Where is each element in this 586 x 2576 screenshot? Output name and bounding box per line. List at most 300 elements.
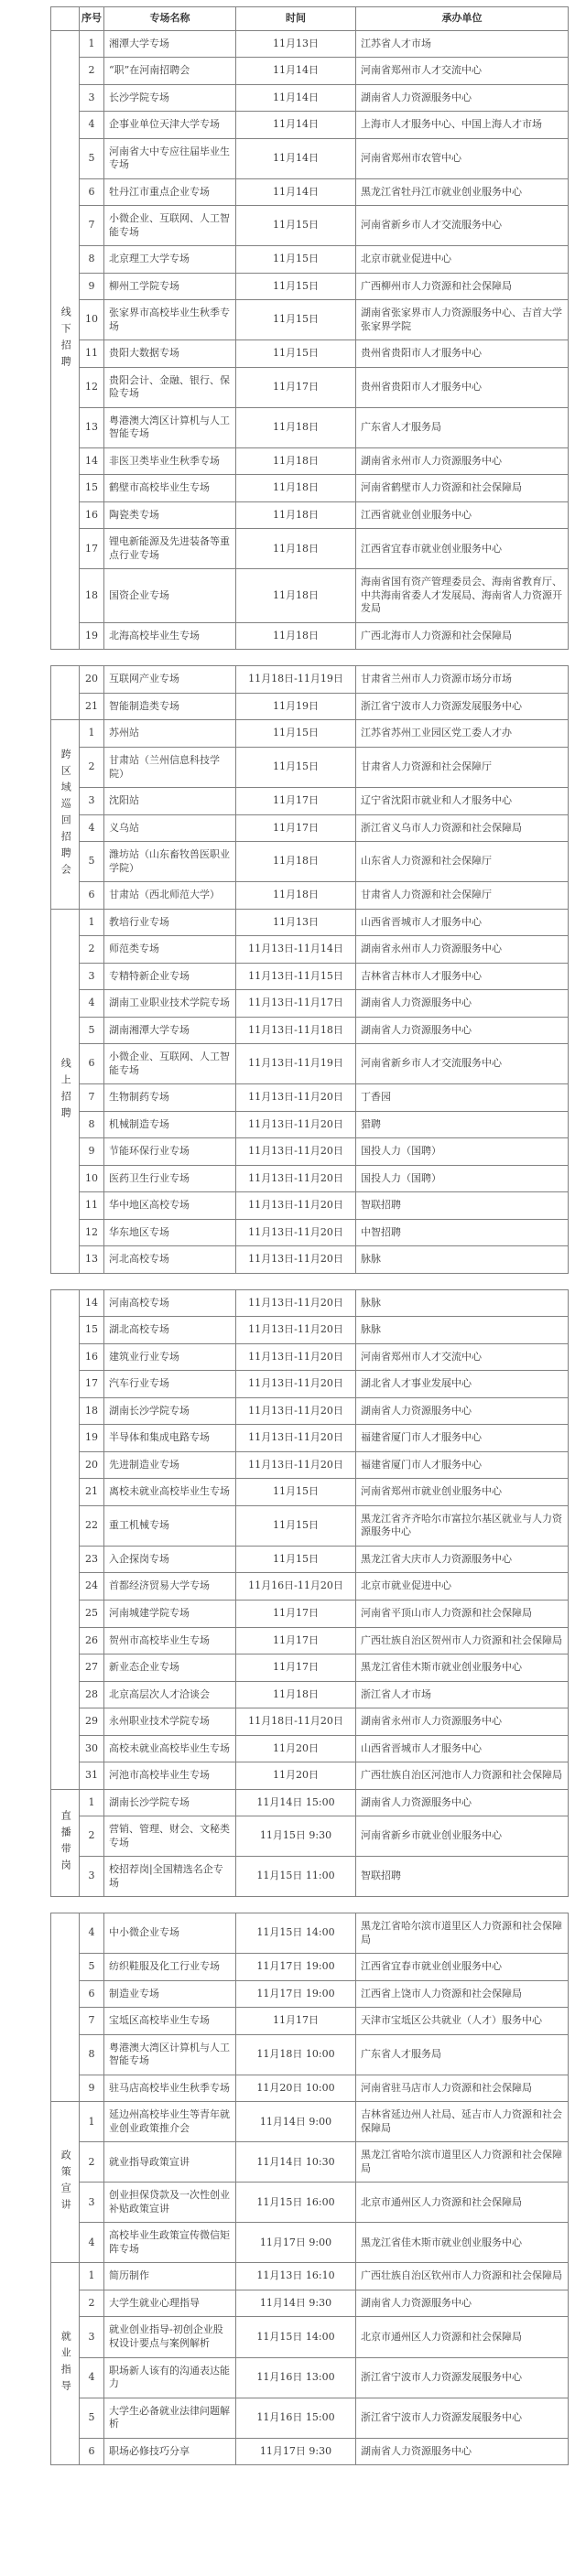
cell-name: 先进制造业专场 [104,1451,236,1479]
cell-time: 11月15日 [236,1546,356,1573]
cell-org: 湖南省人力资源服务中心 [356,990,569,1018]
cell-time: 11月19日 [236,693,356,720]
cell-org: 浙江省宁波市人力资源发展服务中心 [356,693,569,720]
cell-time: 11月17日 9:00 [236,2223,356,2263]
table-row [51,1479,569,1506]
table-row [51,2357,569,2398]
cell-name: 湖南长沙学院专场 [104,1397,236,1425]
cell-num: 31 [80,1762,104,1790]
cell-time: 11月18日 [236,842,356,882]
schedule-table-1 [50,6,569,650]
table-row [51,2034,569,2075]
cell-name: 就业创业指导-初创企业股权设计要点与案例解析 [104,2317,236,2357]
cell-num: 6 [80,1980,104,2008]
table-row [51,2075,569,2102]
cell-num: 29 [80,1708,104,1736]
cell-org: 黑龙江省佳木斯市就业创业服务中心 [356,2223,569,2263]
cell-name: 湖南工业职业技术学院专场 [104,990,236,1018]
cell-name: 节能环保行业专场 [104,1138,236,1166]
cell-time: 11月18日 [236,529,356,569]
cell-time: 11月13日-11月20日 [236,1451,356,1479]
cell-time: 11月13日-11月20日 [236,1192,356,1220]
table-row [51,84,569,112]
table-row [51,1165,569,1192]
table-row [51,1246,569,1274]
cell-time: 11月17日 [236,814,356,842]
cell-time: 11月15日 16:00 [236,2183,356,2223]
cell-name: 北海高校毕业生专场 [104,622,236,650]
cell-num: 2 [80,2142,104,2183]
cell-num: 8 [80,1111,104,1138]
table-row [51,1111,569,1138]
cell-num: 1 [80,2263,104,2290]
cell-name: 高校未就业高校毕业生专场 [104,1735,236,1762]
cell-num: 3 [80,1857,104,1897]
cell-time: 11月17日 19:00 [236,1980,356,2008]
cell-num: 3 [80,2183,104,2223]
cell-org: 湖北省人才事业发展中心 [356,1371,569,1398]
cell-num: 3 [80,963,104,990]
cell-time: 11月13日 [236,909,356,936]
cell-org: 山东省人力资源和社会保障厅 [356,842,569,882]
cell-org: 北京市通州区人力资源和社会保障局 [356,2317,569,2357]
cell-org: 山西省晋城市人才服务中心 [356,1735,569,1762]
group-label: 政策宣讲 [51,2102,80,2263]
cell-time: 11月15日 [236,720,356,748]
cell-time: 11月15日 [236,1505,356,1546]
cell-org: 江苏省苏州工业园区党工委人才办 [356,720,569,748]
cell-num: 9 [80,1138,104,1166]
cell-org: 江西省宜春市就业创业服务中心 [356,1954,569,1981]
cell-time: 11月14日 9:30 [236,2290,356,2317]
cell-org: 黑龙江省大庆市人力资源服务中心 [356,1546,569,1573]
cell-org: 河南省郑州市人才交流中心 [356,1343,569,1371]
cell-name: “职”在河南招聘会 [104,58,236,85]
cell-name: 汽车行业专场 [104,1371,236,1398]
table-row [51,1573,569,1601]
cell-org: 猎聘 [356,1111,569,1138]
cell-time: 11月14日 [236,138,356,178]
cell-name: 牡丹江市重点企业专场 [104,178,236,206]
cell-time: 11月13日-11月17日 [236,990,356,1018]
table-row [51,30,569,58]
cell-name: 北京理工大学专场 [104,246,236,274]
cell-num: 1 [80,2102,104,2142]
table-row [51,909,569,936]
table-row [51,138,569,178]
group-label: 线下招聘 [51,30,80,650]
cell-org: 广西柳州市人力资源和社会保障局 [356,273,569,300]
cell-name: 纺织鞋服及化工行业专场 [104,1954,236,1981]
table-row [51,300,569,340]
table-row [51,1289,569,1317]
cell-time: 11月17日 [236,1601,356,1628]
cell-name: 河南高校专场 [104,1289,236,1317]
cell-num: 9 [80,273,104,300]
cell-time: 11月15日 11:00 [236,1857,356,1897]
cell-num: 10 [80,300,104,340]
header-row [51,7,569,31]
cell-name: 医药卫生行业专场 [104,1165,236,1192]
cell-num: 13 [80,407,104,447]
cell-org: 天津市宝坻区公共就业（人才）服务中心 [356,2008,569,2035]
cell-time: 11月13日-11月20日 [236,1289,356,1317]
cell-name: 河南省大中专应往届毕业生专场 [104,138,236,178]
cell-org: 广西北海市人力资源和社会保障局 [356,622,569,650]
cell-time: 11月17日 [236,1654,356,1682]
cell-time: 11月16日-11月20日 [236,1573,356,1601]
cell-num: 18 [80,569,104,623]
cell-name: 生物制药专场 [104,1084,236,1112]
cell-org: 广西壮族自治区河池市人力资源和社会保障局 [356,1762,569,1790]
cell-time: 11月13日-11月18日 [236,1017,356,1044]
cell-num: 5 [80,1017,104,1044]
cell-name: 专精特新企业专场 [104,963,236,990]
cell-time: 11月20日 [236,1762,356,1790]
cell-time: 11月18日 [236,882,356,910]
cell-org: 黑龙江省牡丹江市就业创业服务中心 [356,178,569,206]
table-row [51,1371,569,1398]
cell-name: 华东地区专场 [104,1219,236,1246]
cell-name: 永州职业技术学院专场 [104,1708,236,1736]
table-row [51,2223,569,2263]
column-header-group [51,7,80,31]
group-label: 线上招聘 [51,909,80,1273]
cell-org: 贵州省贵阳市人才服务中心 [356,340,569,368]
cell-name: 入企探岗专场 [104,1546,236,1573]
table-row [51,1425,569,1452]
cell-num: 19 [80,1425,104,1452]
schedule-table-3 [50,1289,569,1897]
table-row [51,1954,569,1981]
column-header-time: 时间 [236,7,356,31]
cell-name: 华中地区高校专场 [104,1192,236,1220]
cell-num: 21 [80,693,104,720]
cell-name: 制造业专场 [104,1980,236,2008]
cell-org: 河南省新乡市人才交流服务中心 [356,1044,569,1084]
cell-name: 中小微企业专场 [104,1913,236,1954]
cell-org: 河南省新乡市就业创业服务中心 [356,1816,569,1857]
cell-name: 湖南长沙学院专场 [104,1789,236,1816]
table-row [51,2317,569,2357]
cell-time: 11月15日 9:30 [236,1816,356,1857]
table-row [51,569,569,623]
cell-name: 半导体和集成电路专场 [104,1425,236,1452]
column-header-org: 承办单位 [356,7,569,31]
cell-name: 重工机械专场 [104,1505,236,1546]
cell-name: 宝坻区高校毕业生专场 [104,2008,236,2035]
table-row [51,963,569,990]
cell-org: 湖南省永州市人力资源服务中心 [356,447,569,475]
cell-time: 11月14日 [236,178,356,206]
cell-num: 20 [80,666,104,694]
cell-num: 24 [80,1573,104,1601]
cell-time: 11月15日 [236,300,356,340]
cell-time: 11月18日 [236,622,356,650]
cell-num: 8 [80,246,104,274]
table-row [51,407,569,447]
table-row [51,178,569,206]
cell-num: 1 [80,30,104,58]
cell-num: 26 [80,1627,104,1654]
table-row [51,340,569,368]
cell-time: 11月14日 [236,84,356,112]
cell-org: 国投人力（国聘） [356,1165,569,1192]
cell-time: 11月15日 [236,747,356,787]
cell-org: 河南省平顶山市人力资源和社会保障局 [356,1601,569,1628]
cell-time: 11月18日-11月19日 [236,666,356,694]
cell-num: 21 [80,1479,104,1506]
cell-time: 11月17日 [236,1627,356,1654]
cell-org: 江西省就业创业服务中心 [356,501,569,529]
schedule-table-2 [50,665,569,1273]
cell-time: 11月14日 10:30 [236,2142,356,2183]
cell-name: 简历制作 [104,2263,236,2290]
cell-org: 湖南省张家界市人力资源服务中心、吉首大学张家界学院 [356,300,569,340]
cell-name: 柳州工学院专场 [104,273,236,300]
cell-num: 3 [80,788,104,815]
cell-time: 11月14日 15:00 [236,1789,356,1816]
table-row [51,936,569,964]
cell-org: 湖南省人力资源服务中心 [356,84,569,112]
cell-name: 高校毕业生政策宣传微信矩阵专场 [104,2223,236,2263]
table-row [51,1654,569,1682]
cell-time: 11月15日 14:00 [236,2317,356,2357]
cell-org: 江西省宜春市就业创业服务中心 [356,529,569,569]
table-row [51,747,569,787]
cell-org: 湖南省人力资源服务中心 [356,1397,569,1425]
cell-name: 锂电新能源及先进装备等重点行业专场 [104,529,236,569]
cell-time: 11月13日-11月20日 [236,1371,356,1398]
table-row [51,1343,569,1371]
cell-time: 11月16日 15:00 [236,2398,356,2438]
table-row [51,666,569,694]
cell-name: 智能制造类专场 [104,693,236,720]
table-row [51,990,569,1018]
cell-name: 甘肃站（西北师范大学） [104,882,236,910]
cell-org: 辽宁省沈阳市就业和人才服务中心 [356,788,569,815]
table-row [51,2008,569,2035]
cell-org: 浙江省人才市场 [356,1681,569,1708]
cell-time: 11月17日 19:00 [236,1954,356,1981]
cell-num: 6 [80,2438,104,2465]
table-row [51,882,569,910]
cell-num: 13 [80,1246,104,1274]
table-row [51,367,569,407]
cell-num: 11 [80,1192,104,1220]
cell-name: 湖南湘潭大学专场 [104,1017,236,1044]
cell-name: 首都经济贸易大学专场 [104,1573,236,1601]
cell-org: 脉脉 [356,1289,569,1317]
cell-num: 18 [80,1397,104,1425]
cell-org: 北京市就业促进中心 [356,1573,569,1601]
cell-name: 新业态企业专场 [104,1654,236,1682]
cell-org: 山西省晋城市人才服务中心 [356,909,569,936]
cell-org: 北京市就业促进中心 [356,246,569,274]
cell-name: 河南城建学院专场 [104,1601,236,1628]
cell-name: 陶瓷类专场 [104,501,236,529]
cell-num: 2 [80,1816,104,1857]
table-row [51,814,569,842]
table-row [51,1317,569,1344]
cell-time: 11月13日-11月20日 [236,1165,356,1192]
table-row [51,1451,569,1479]
cell-org: 广东省人才服务局 [356,407,569,447]
cell-time: 11月13日-11月20日 [236,1111,356,1138]
cell-org: 浙江省宁波市人力资源发展服务中心 [356,2357,569,2398]
cell-num: 28 [80,1681,104,1708]
cell-time: 11月13日-11月20日 [236,1397,356,1425]
cell-org: 甘肃省兰州市人力资源市场分市场 [356,666,569,694]
cell-name: 河池市高校毕业生专场 [104,1762,236,1790]
cell-name: 就业指导政策宣讲 [104,2142,236,2183]
cell-time: 11月17日 9:30 [236,2438,356,2465]
cell-org: 脉脉 [356,1317,569,1344]
cell-org: 河南省驻马店市人力资源和社会保障局 [356,2075,569,2102]
cell-num: 17 [80,1371,104,1398]
table-row [51,1627,569,1654]
cell-org: 智联招聘 [356,1857,569,1897]
table-row [51,1192,569,1220]
table-row [51,1017,569,1044]
table-row [51,622,569,650]
table-row [51,1044,569,1084]
cell-name: 义乌站 [104,814,236,842]
cell-org: 浙江省宁波市人力资源发展服务中心 [356,2398,569,2438]
table-row [51,2398,569,2438]
cell-time: 11月13日-11月14日 [236,936,356,964]
cell-time: 11月13日-11月19日 [236,1044,356,1084]
cell-num: 2 [80,2290,104,2317]
cell-org: 北京市通州区人力资源和社会保障局 [356,2183,569,2223]
cell-org: 福建省厦门市人才服务中心 [356,1451,569,1479]
cell-name: 大学生就业心理指导 [104,2290,236,2317]
cell-num: 6 [80,882,104,910]
table-row [51,2102,569,2142]
cell-num: 12 [80,1219,104,1246]
cell-num: 2 [80,936,104,964]
cell-num: 15 [80,1317,104,1344]
cell-time: 11月15日 [236,246,356,274]
cell-org: 河南省新乡市人才交流服务中心 [356,206,569,246]
cell-org: 广西壮族自治区钦州市人力资源和社会保障局 [356,2263,569,2290]
cell-name: 建筑业行业专场 [104,1343,236,1371]
cell-org: 湖南省人力资源服务中心 [356,1017,569,1044]
cell-name: 创业担保贷款及一次性创业补贴政策宣讲 [104,2183,236,2223]
cell-name: 鹤壁市高校毕业生专场 [104,475,236,502]
schedule-table-4 [50,1913,569,2465]
cell-num: 27 [80,1654,104,1682]
cell-num: 2 [80,58,104,85]
table-row [51,2263,569,2290]
cell-name: 职场必修技巧分享 [104,2438,236,2465]
cell-num: 12 [80,367,104,407]
cell-time: 11月13日 16:10 [236,2263,356,2290]
cell-name: 师范类专场 [104,936,236,964]
cell-time: 11月18日 [236,1681,356,1708]
cell-org: 黑龙江省哈尔滨市道里区人力资源和社会保障局 [356,1913,569,1954]
cell-name: 互联网产业专场 [104,666,236,694]
cell-time: 11月13日 [236,30,356,58]
cell-num: 4 [80,1913,104,1954]
group-label: 跨区域巡回招聘会 [51,720,80,909]
cell-num: 6 [80,178,104,206]
table-row [51,1789,569,1816]
table-row [51,1084,569,1112]
table-row [51,1735,569,1762]
group-label: 就业指导 [51,2263,80,2465]
cell-time: 11月13日-11月20日 [236,1084,356,1112]
cell-org: 丁香园 [356,1084,569,1112]
cell-name: 湘潭大学专场 [104,30,236,58]
cell-num: 19 [80,622,104,650]
cell-org: 湖南省人力资源服务中心 [356,2290,569,2317]
cell-time: 11月18日 [236,501,356,529]
cell-num: 4 [80,2357,104,2398]
cell-org: 贵州省贵阳市人才服务中心 [356,367,569,407]
cell-time: 11月15日 [236,340,356,368]
table-row [51,788,569,815]
cell-time: 11月18日-11月20日 [236,1708,356,1736]
cell-name: 长沙学院专场 [104,84,236,112]
cell-time: 11月17日 [236,2008,356,2035]
cell-org: 湖南省永州市人力资源服务中心 [356,936,569,964]
cell-org: 黑龙江省齐齐哈尔市富拉尔基区就业与人力资源服务中心 [356,1505,569,1546]
cell-name: 贵阳大数据专场 [104,340,236,368]
cell-name: 沈阳站 [104,788,236,815]
table-row [51,842,569,882]
cell-time: 11月17日 [236,788,356,815]
cell-org: 黑龙江省哈尔滨市道里区人力资源和社会保障局 [356,2142,569,2183]
cell-org: 吉林省吉林市人才服务中心 [356,963,569,990]
cell-time: 11月17日 [236,367,356,407]
cell-org: 甘肃省人力资源和社会保障厅 [356,747,569,787]
cell-name: 苏州站 [104,720,236,748]
cell-num: 7 [80,2008,104,2035]
cell-num: 23 [80,1546,104,1573]
cell-name: 企事业单位天津大学专场 [104,112,236,139]
table-row [51,1913,569,1954]
cell-num: 10 [80,1165,104,1192]
cell-num: 20 [80,1451,104,1479]
cell-org: 吉林省延边州人社局、延吉市人力资源和社会保障局 [356,2102,569,2142]
cell-time: 11月13日-11月15日 [236,963,356,990]
cell-num: 17 [80,529,104,569]
cell-time: 11月15日 [236,1479,356,1506]
table-row [51,2183,569,2223]
cell-num: 3 [80,2317,104,2357]
table-row [51,693,569,720]
table-row [51,1816,569,1857]
cell-name: 粤港澳大湾区计算机与人工智能专场 [104,2034,236,2075]
cell-org: 江苏省人才市场 [356,30,569,58]
group-label [51,666,80,720]
cell-num: 22 [80,1505,104,1546]
cell-name: 教培行业专场 [104,909,236,936]
table-row [51,206,569,246]
table-row [51,1397,569,1425]
cell-org: 黑龙江省佳木斯市就业创业服务中心 [356,1654,569,1682]
cell-num: 5 [80,1954,104,1981]
table-row [51,112,569,139]
column-header-num: 序号 [80,7,104,31]
cell-num: 14 [80,1289,104,1317]
cell-name: 河北高校专场 [104,1246,236,1274]
cell-name: 职场新人该有的沟通表达能力 [104,2357,236,2398]
table-row [51,475,569,502]
cell-time: 11月15日 14:00 [236,1913,356,1954]
cell-name: 非医卫类毕业生秋季专场 [104,447,236,475]
